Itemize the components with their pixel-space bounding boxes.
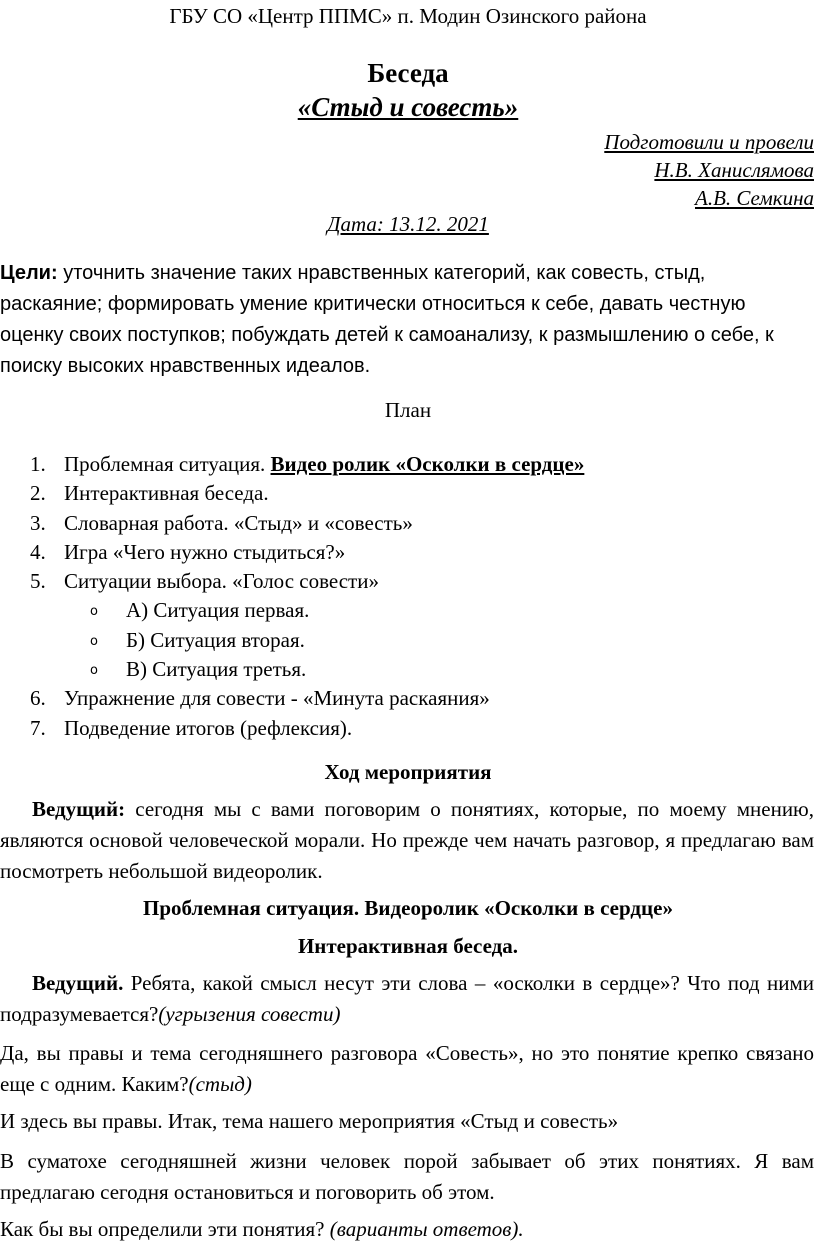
host-paragraph-1 bbox=[0, 794, 814, 887]
plan-item bbox=[0, 509, 816, 538]
plan-item-text: Игра «Чего нужно стыдиться?» bbox=[64, 539, 346, 564]
paragraph-4: И здесь вы правы. Итак, тема нашего мероприятия «Стыд и совесть» bbox=[0, 1109, 619, 1133]
host-label: Ведущий: bbox=[32, 797, 126, 821]
plan-subitem-text: А) Ситуация первая. bbox=[126, 598, 310, 623]
paragraph-3 bbox=[0, 1038, 814, 1100]
plan-subitem bbox=[0, 596, 816, 625]
video-link: Видео ролик «Осколки в сердце» bbox=[270, 452, 585, 476]
event-date: Дата: 13.12. 2021 bbox=[327, 212, 489, 236]
host-text: сегодня мы с вами поговорим о понятиях, которые, по моему мнению, являются основой человеческой морали. Но прежде чем начать разговор, я предлагаю вам посмотреть небольшой видеоролик. bbox=[0, 797, 814, 883]
plan-subitem bbox=[0, 655, 816, 684]
host-paragraph-2 bbox=[0, 968, 814, 1030]
plan-item-number: 4. bbox=[30, 539, 46, 564]
paragraph-text: Да, вы правы и тема сегодняшнего разговора «Совесть», но это понятие крепко связано еще с одним. Каким? bbox=[0, 1041, 814, 1096]
document-subtitle: «Стыд и совесть» bbox=[297, 92, 519, 122]
goals-label: Цели: bbox=[0, 262, 58, 284]
plan-item-number: 5. bbox=[30, 569, 46, 594]
plan-item-text bbox=[64, 450, 584, 479]
plan-item-text: Словарная работа. «Стыд» и «совесть» bbox=[64, 510, 413, 535]
author-2: А.В. Семкина bbox=[695, 186, 814, 210]
plan-list bbox=[0, 450, 816, 743]
section-problem-situation: Проблемная ситуация. Видеоролик «Осколки в сердце» bbox=[143, 896, 673, 920]
plan-item bbox=[0, 479, 816, 508]
paragraph-text: Как бы вы определили эти понятия? bbox=[0, 1217, 330, 1241]
plan-item bbox=[0, 538, 816, 567]
host-label: Ведущий. bbox=[32, 971, 124, 995]
authors-label: Подготовили и провели bbox=[604, 130, 814, 154]
author-1: Н.В. Ханислямова bbox=[654, 158, 814, 182]
plan-item-number: 1. bbox=[30, 452, 46, 476]
plan-item-number: 7. bbox=[30, 715, 46, 740]
goals-paragraph bbox=[0, 258, 808, 382]
circle-bullet-icon: o bbox=[90, 604, 98, 620]
plan-item-text: Упражнение для совести - «Минута раскаяния» bbox=[64, 686, 490, 711]
plan-item-number: 3. bbox=[30, 510, 46, 535]
plan-item-number: 2. bbox=[30, 481, 46, 506]
paragraph-5: В суматохе сегодняшней жизни человек порой забывает об этих понятиях. Я вам предлагаю сегодня остановиться и поговорить об этом. bbox=[0, 1149, 814, 1204]
plan-subitem bbox=[0, 626, 816, 655]
expected-answer: (угрызения совести) bbox=[158, 1002, 341, 1026]
plan-item bbox=[0, 450, 816, 479]
plan-item bbox=[0, 714, 816, 743]
plan-item-text: Интерактивная беседа. bbox=[64, 481, 269, 506]
plan-item-text: Подведение итогов (рефлексия). bbox=[64, 715, 353, 740]
circle-bullet-icon: o bbox=[90, 663, 98, 679]
section-interactive-talk: Интерактивная беседа. bbox=[297, 934, 519, 958]
plan-item bbox=[0, 567, 816, 596]
paragraph-6 bbox=[0, 1214, 814, 1245]
plan-subitem-text: Б) Ситуация вторая. bbox=[126, 627, 305, 652]
organization-header: ГБУ СО «Центр ППМС» п. Модин Озинского района bbox=[169, 4, 647, 28]
plan-item-number: 6. bbox=[30, 686, 46, 711]
authors-block bbox=[604, 128, 814, 212]
expected-answer: (варианты ответов). bbox=[329, 1217, 524, 1241]
expected-answer: (стыд) bbox=[188, 1072, 252, 1096]
plan-title: План bbox=[384, 398, 432, 422]
plan-item-label: Проблемная ситуация. bbox=[64, 452, 271, 476]
plan-subitem-text: В) Ситуация третья. bbox=[126, 657, 307, 682]
document-title: Беседа bbox=[367, 58, 449, 88]
event-title: Ход мероприятия bbox=[324, 760, 492, 784]
goals-text: уточнить значение таких нравственных категорий, как совесть, стыд, раскаяние; формировать умение критически относиться к себе, давать честную оценку своих поступков; побуждать детей к самоанализу, к размышлению о себе, к поиску высоких нравственных идеалов. bbox=[0, 262, 774, 377]
plan-item-text: Ситуации выбора. «Голос совести» bbox=[64, 569, 379, 594]
host-text: Ребята, какой смысл несут эти слова – «осколки в сердце»? Что под ними подразумевается? bbox=[0, 971, 814, 1026]
plan-item bbox=[0, 684, 816, 713]
circle-bullet-icon: o bbox=[90, 633, 98, 649]
